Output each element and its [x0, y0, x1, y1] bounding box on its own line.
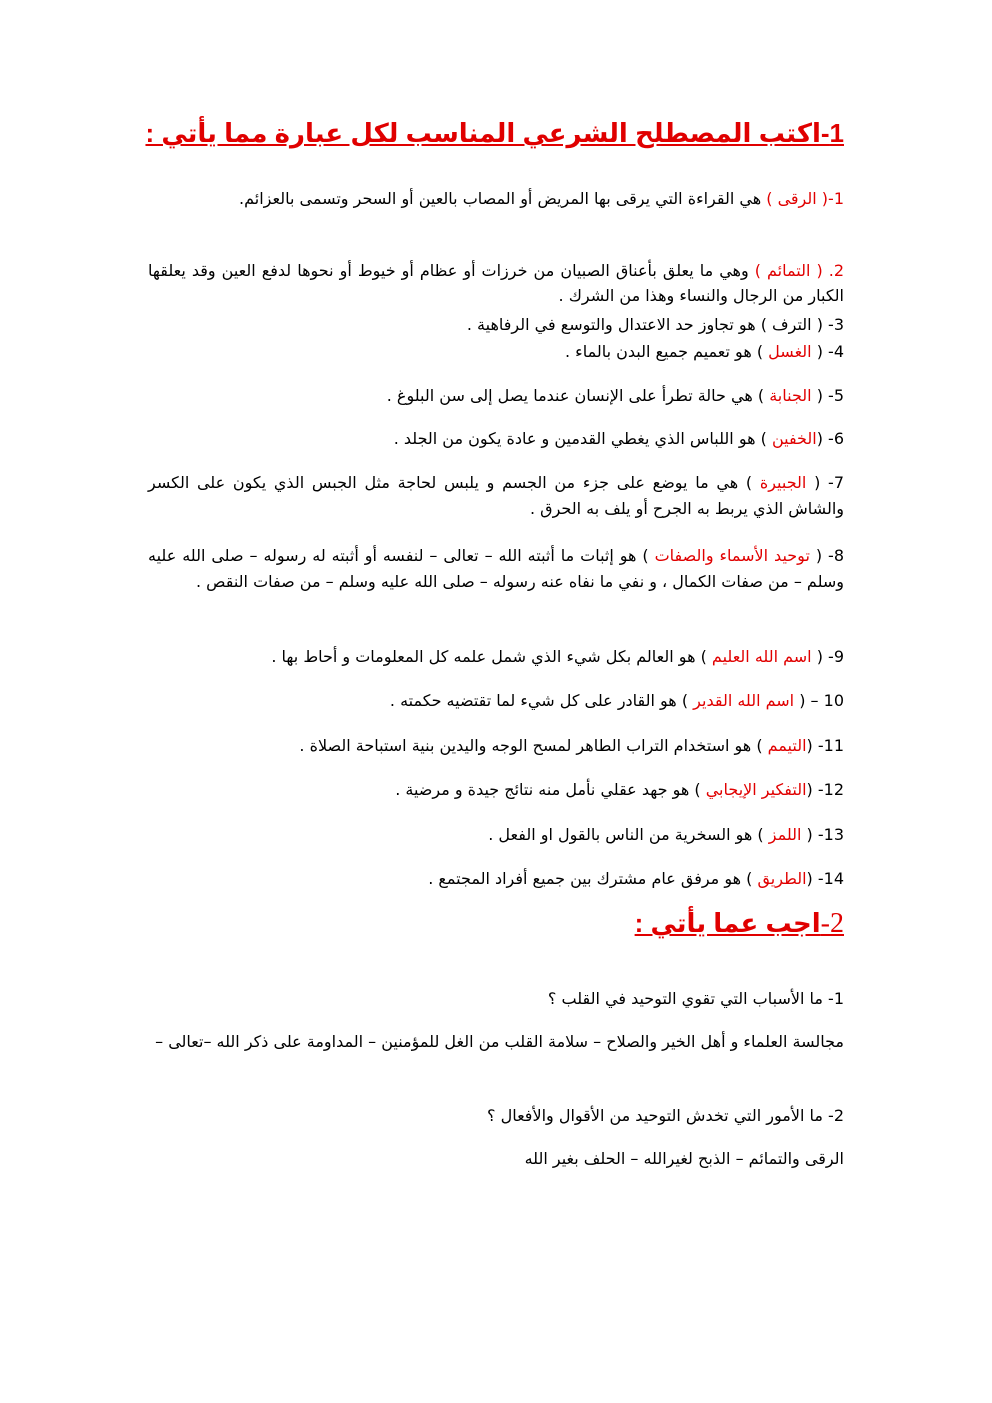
- item-definition: هو جهد عقلي نأمل منه نتائج جيدة و مرضية .: [395, 780, 695, 799]
- section1-heading: 1-اكتب المصطلح الشرعي المناسب لكل عبارة مما يأتي :: [145, 118, 844, 148]
- item-close: ): [745, 473, 753, 492]
- item-term: توحيد الأسماء والصفات: [648, 546, 816, 565]
- definition-item-5: [148, 383, 844, 409]
- item-definition: هي حالة تطرأ على الإنسان عندما يصل إلى سن البلوغ .: [386, 386, 758, 405]
- definition-item-7: [148, 470, 844, 522]
- item-close: ): [766, 189, 773, 208]
- item-term: التفكير الإيجابي: [700, 780, 807, 799]
- definition-item-13: [148, 822, 844, 848]
- item-term: الغسل: [763, 342, 817, 361]
- definition-item-10: [148, 688, 844, 714]
- item-term: الجبيرة: [752, 473, 815, 492]
- item-definition: هو اللباس الذي يغطي القدمين و عادة يكون من الجلد .: [393, 429, 761, 448]
- item-prefix: 1-(: [821, 189, 844, 208]
- item-definition: هو السخرية من الناس بالقول او الفعل .: [488, 825, 758, 844]
- item-definition: هو مرفق عام مشترك بين جميع أفراد المجتمع .: [428, 869, 747, 888]
- item-close: ): [700, 647, 707, 666]
- item-definition: هو إثبات ما أثبته الله – تعالى – لنفسه أو أثبته له رسوله – صلى الله عليه وسلم – من صفات الكمال ، و نفي ما نفاه عنه رسوله – صلى الله عليه وسلم – من صفات النقص .: [148, 546, 844, 591]
- section2-heading-number: 2-: [820, 908, 844, 939]
- definition-item-1: [148, 186, 844, 212]
- item-definition: وهي ما يعلق بأعناق الصبيان من خرزات أو عظام أو خيوط أو نحوها لدفع العين وقد يعلقها الكبار من الرجال والنساء وهذا من الشرك .: [148, 261, 844, 305]
- item-prefix: 8- (: [815, 546, 844, 565]
- item-term: الجنابة: [764, 386, 817, 405]
- item-close: ): [757, 386, 765, 405]
- item-prefix: 11- (: [806, 736, 844, 755]
- section2-heading-text: اجب عما يأتي :: [634, 908, 821, 938]
- item-close: ): [642, 546, 649, 565]
- item-close: ): [760, 315, 767, 334]
- question-2: 2- ما الأمور التي تخدش التوحيد من الأقوال والأفعال ؟: [487, 1106, 844, 1125]
- item-term: اسم الله العليم: [706, 647, 817, 666]
- definition-item-6: [148, 426, 844, 452]
- item-definition: هو تجاوز حد الاعتدال والتوسع في الرفاهية .: [466, 315, 761, 334]
- item-term: التيمم: [762, 736, 807, 755]
- item-definition: هو القادر على كل شيء لما تقتضيه حكمته .: [389, 691, 682, 710]
- item-definition: هو العالم بكل شيء الذي شمل علمه كل المعلومات و أحاط بها .: [271, 647, 701, 666]
- section2-heading: [635, 908, 844, 940]
- item-close: ): [756, 342, 764, 361]
- item-definition: هو استخدام التراب الطاهر لمسح الوجه واليدين بنية استباحة الصلاة .: [299, 736, 757, 755]
- item-close: ): [746, 869, 753, 888]
- item-prefix: 6- (: [816, 429, 844, 448]
- definition-item-8: [148, 543, 844, 595]
- definition-item-4: [148, 339, 844, 365]
- definition-item-14: [148, 866, 844, 892]
- item-prefix: 14- (: [806, 869, 844, 888]
- item-prefix: 2. (: [816, 261, 844, 280]
- item-prefix: 10 – (: [799, 691, 844, 710]
- item-close: ): [756, 736, 763, 755]
- item-prefix: 7- (: [814, 473, 844, 492]
- item-close: ): [694, 780, 701, 799]
- item-prefix: 3- (: [816, 315, 844, 334]
- answer-1: مجالسة العلماء و أهل الخير والصلاح – سلامة القلب من الغل للمؤمنين – المداومة على ذكر الله –تعالى –: [155, 1032, 844, 1051]
- item-close: ): [760, 429, 767, 448]
- item-term: الترف: [766, 315, 817, 334]
- item-term: اسم الله القدير: [688, 691, 800, 710]
- definition-item-9: [148, 644, 844, 670]
- answer-2: الرقى والتمائم – الذبح لغيرالله – الحلف بغير الله: [524, 1149, 844, 1168]
- item-close: ): [681, 691, 689, 710]
- item-prefix: 4- (: [816, 342, 844, 361]
- item-definition: هو تعميم جميع البدن بالماء .: [565, 342, 757, 361]
- item-definition: هي ما يوضع على جزء من الجسم و يلبس لحاجة مثل الجبس الذي يكون على الكسر والشاش الذي يربط به الجرح أو يلف به الحرق .: [148, 473, 844, 518]
- item-prefix: 13- (: [806, 825, 844, 844]
- question-1: 1- ما الأسباب التي تقوي التوحيد في القلب ؟: [547, 989, 844, 1008]
- item-term: اللمز: [763, 825, 807, 844]
- item-prefix: 9- (: [816, 647, 844, 666]
- item-term: الخفين: [766, 429, 817, 448]
- item-definition: هي القراءة التي يرقى بها المريض أو المصاب بالعين أو السحر وتسمى بالعزائم.: [239, 189, 767, 208]
- item-prefix: 12- (: [806, 780, 844, 799]
- item-term: التمائم: [760, 261, 817, 280]
- item-close: ): [757, 825, 764, 844]
- definition-item-12: [148, 777, 844, 803]
- item-prefix: 5- (: [816, 386, 844, 405]
- item-term: الطريق: [752, 869, 807, 888]
- item-close: ): [754, 261, 761, 280]
- item-term: الرقى: [772, 189, 822, 208]
- definition-item-11: [148, 733, 844, 759]
- definition-item-3: [148, 312, 844, 338]
- definition-item-2: [148, 258, 844, 308]
